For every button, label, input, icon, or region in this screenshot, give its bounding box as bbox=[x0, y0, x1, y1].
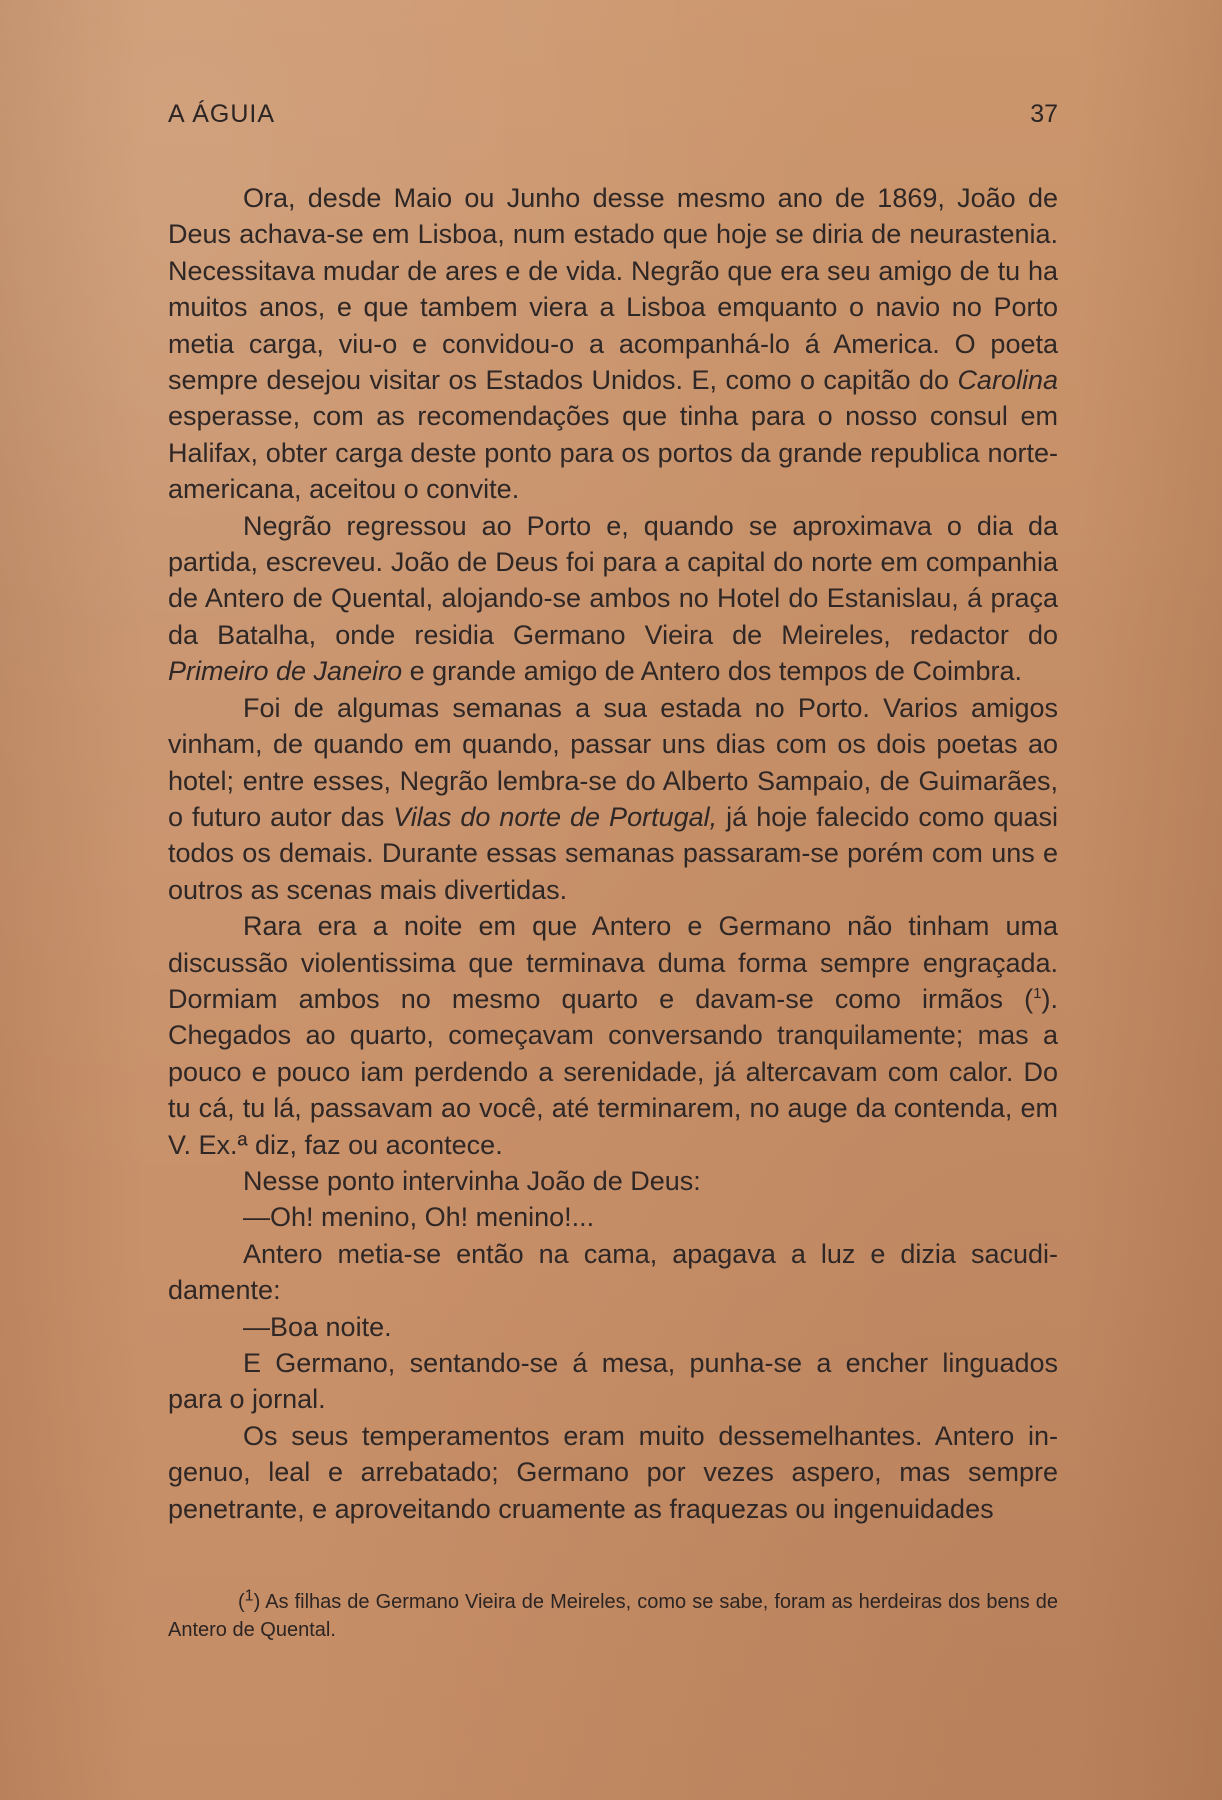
footnote-mark-open: ( bbox=[238, 1591, 245, 1613]
paragraph-text: Negrão regressou ao Porto e, quando se aproximava o dia da partida, escreveu. João de Deus foi para a capital do norte em companhia de Antero de Quental, alojando-se ambos no Hotel do Estanislau, á praça da Batalha, onde residia Germano Vieira de Meireles, redactor do bbox=[168, 510, 1058, 650]
dialogue-line: —Boa noite. bbox=[243, 1311, 392, 1342]
main-text bbox=[168, 180, 1058, 1527]
paragraph bbox=[168, 508, 1058, 690]
footnote-mark: 1 bbox=[244, 1587, 254, 1605]
paragraph: Antero metia-se então na cama, apagava a luz e dizia sacudidamente: bbox=[168, 1238, 1058, 1306]
paragraph: Os seus temperamentos eram muito dessemelhantes. Antero ingenuo, leal e arrebatado; Germano por vezes aspero, mas sempre penetrante, e aproveitando cruamente as fraquezas ou ingenuidades bbox=[168, 1420, 1058, 1524]
paragraph: E Germano, sentando-se á mesa, punha-se a encher linguados para o jornal. bbox=[168, 1348, 1058, 1415]
paragraph: Nesse ponto intervinha João de Deus: bbox=[243, 1165, 701, 1196]
paragraph bbox=[168, 908, 1058, 1163]
paragraph-text: Ora, desde Maio ou Junho desse mesmo ano de 1869, João de Deus achava-se em Lisboa, num estado que hoje se diria de neurastenia. Necessitava mudar de ares e de vida. Negrão que era seu amigo de tu ha muitos anos, e que tambem viera a Lisboa emquanto o navio no Porto metia carga, viu-o e convidou-o a acompanhá-lo á America. O poeta sempre desejou visitar os Estados Unidos. E, como o capitão do bbox=[168, 183, 1058, 396]
paragraph bbox=[168, 690, 1058, 908]
paragraph-text: já hoje falecido como quasi todos os demais. Durante essas semanas passaram-se porém com uns e outros as scenas mais divertidas. bbox=[168, 801, 1059, 905]
paragraph bbox=[168, 180, 1058, 508]
footnote-reference: 1 bbox=[1033, 984, 1042, 1002]
paragraph-text: Foi de algumas semanas a sua estada no Porto. Varios amigos vinham, de quando em quando, passar uns dias com os dois poetas ao hotel; entre esses, Negrão lembra-se do Alberto Sampaio, de Guimarães, o futuro autor das bbox=[168, 692, 1058, 832]
running-head bbox=[168, 100, 1058, 134]
paragraph-text: Rara era a noite em que Antero e Germano não tinham uma discussão violentissima que terminava duma forma sempre engraçada. Dormiam ambos no mesmo quarto e davam-se como irmãos ( bbox=[168, 911, 1058, 1014]
page-number: 37 bbox=[1030, 100, 1058, 128]
dialogue-line: —Oh! menino, Oh! menino!... bbox=[243, 1202, 595, 1233]
footnote-mark-close: ) bbox=[253, 1591, 261, 1613]
paragraph-text: e grande amigo de Antero dos tempos de Coimbra. bbox=[402, 656, 1022, 687]
newspaper-title: Primeiro de Janeiro bbox=[168, 656, 403, 687]
paragraph-text: esperasse, com as recomendações que tinha para o nosso consul em Halifax, obter carga deste ponto para os portos da grande republica norte-americana, aceitou o convite. bbox=[168, 401, 1058, 505]
footnote-text: As filhas de Germano Vieira de Meireles, como se sabe, foram as herdeiras dos bens de Antero de Quental. bbox=[168, 1591, 1058, 1641]
paragraph-text: ). Chegados ao quarto, começavam conversando tranquilamente; mas a pouco e pouco iam perdendo a serenidade, já altercavam com calor. Do tu cá, tu lá, passavam ao você, até terminarem, no auge da contenda, em V. Ex.ª diz, faz ou acontece. bbox=[168, 983, 1058, 1160]
footnote bbox=[168, 1588, 1058, 1644]
ship-name: Carolina bbox=[957, 365, 1058, 396]
journal-title: A ÁGUIA bbox=[168, 100, 276, 128]
book-title: Vilas do norte de Portugal, bbox=[393, 801, 718, 832]
